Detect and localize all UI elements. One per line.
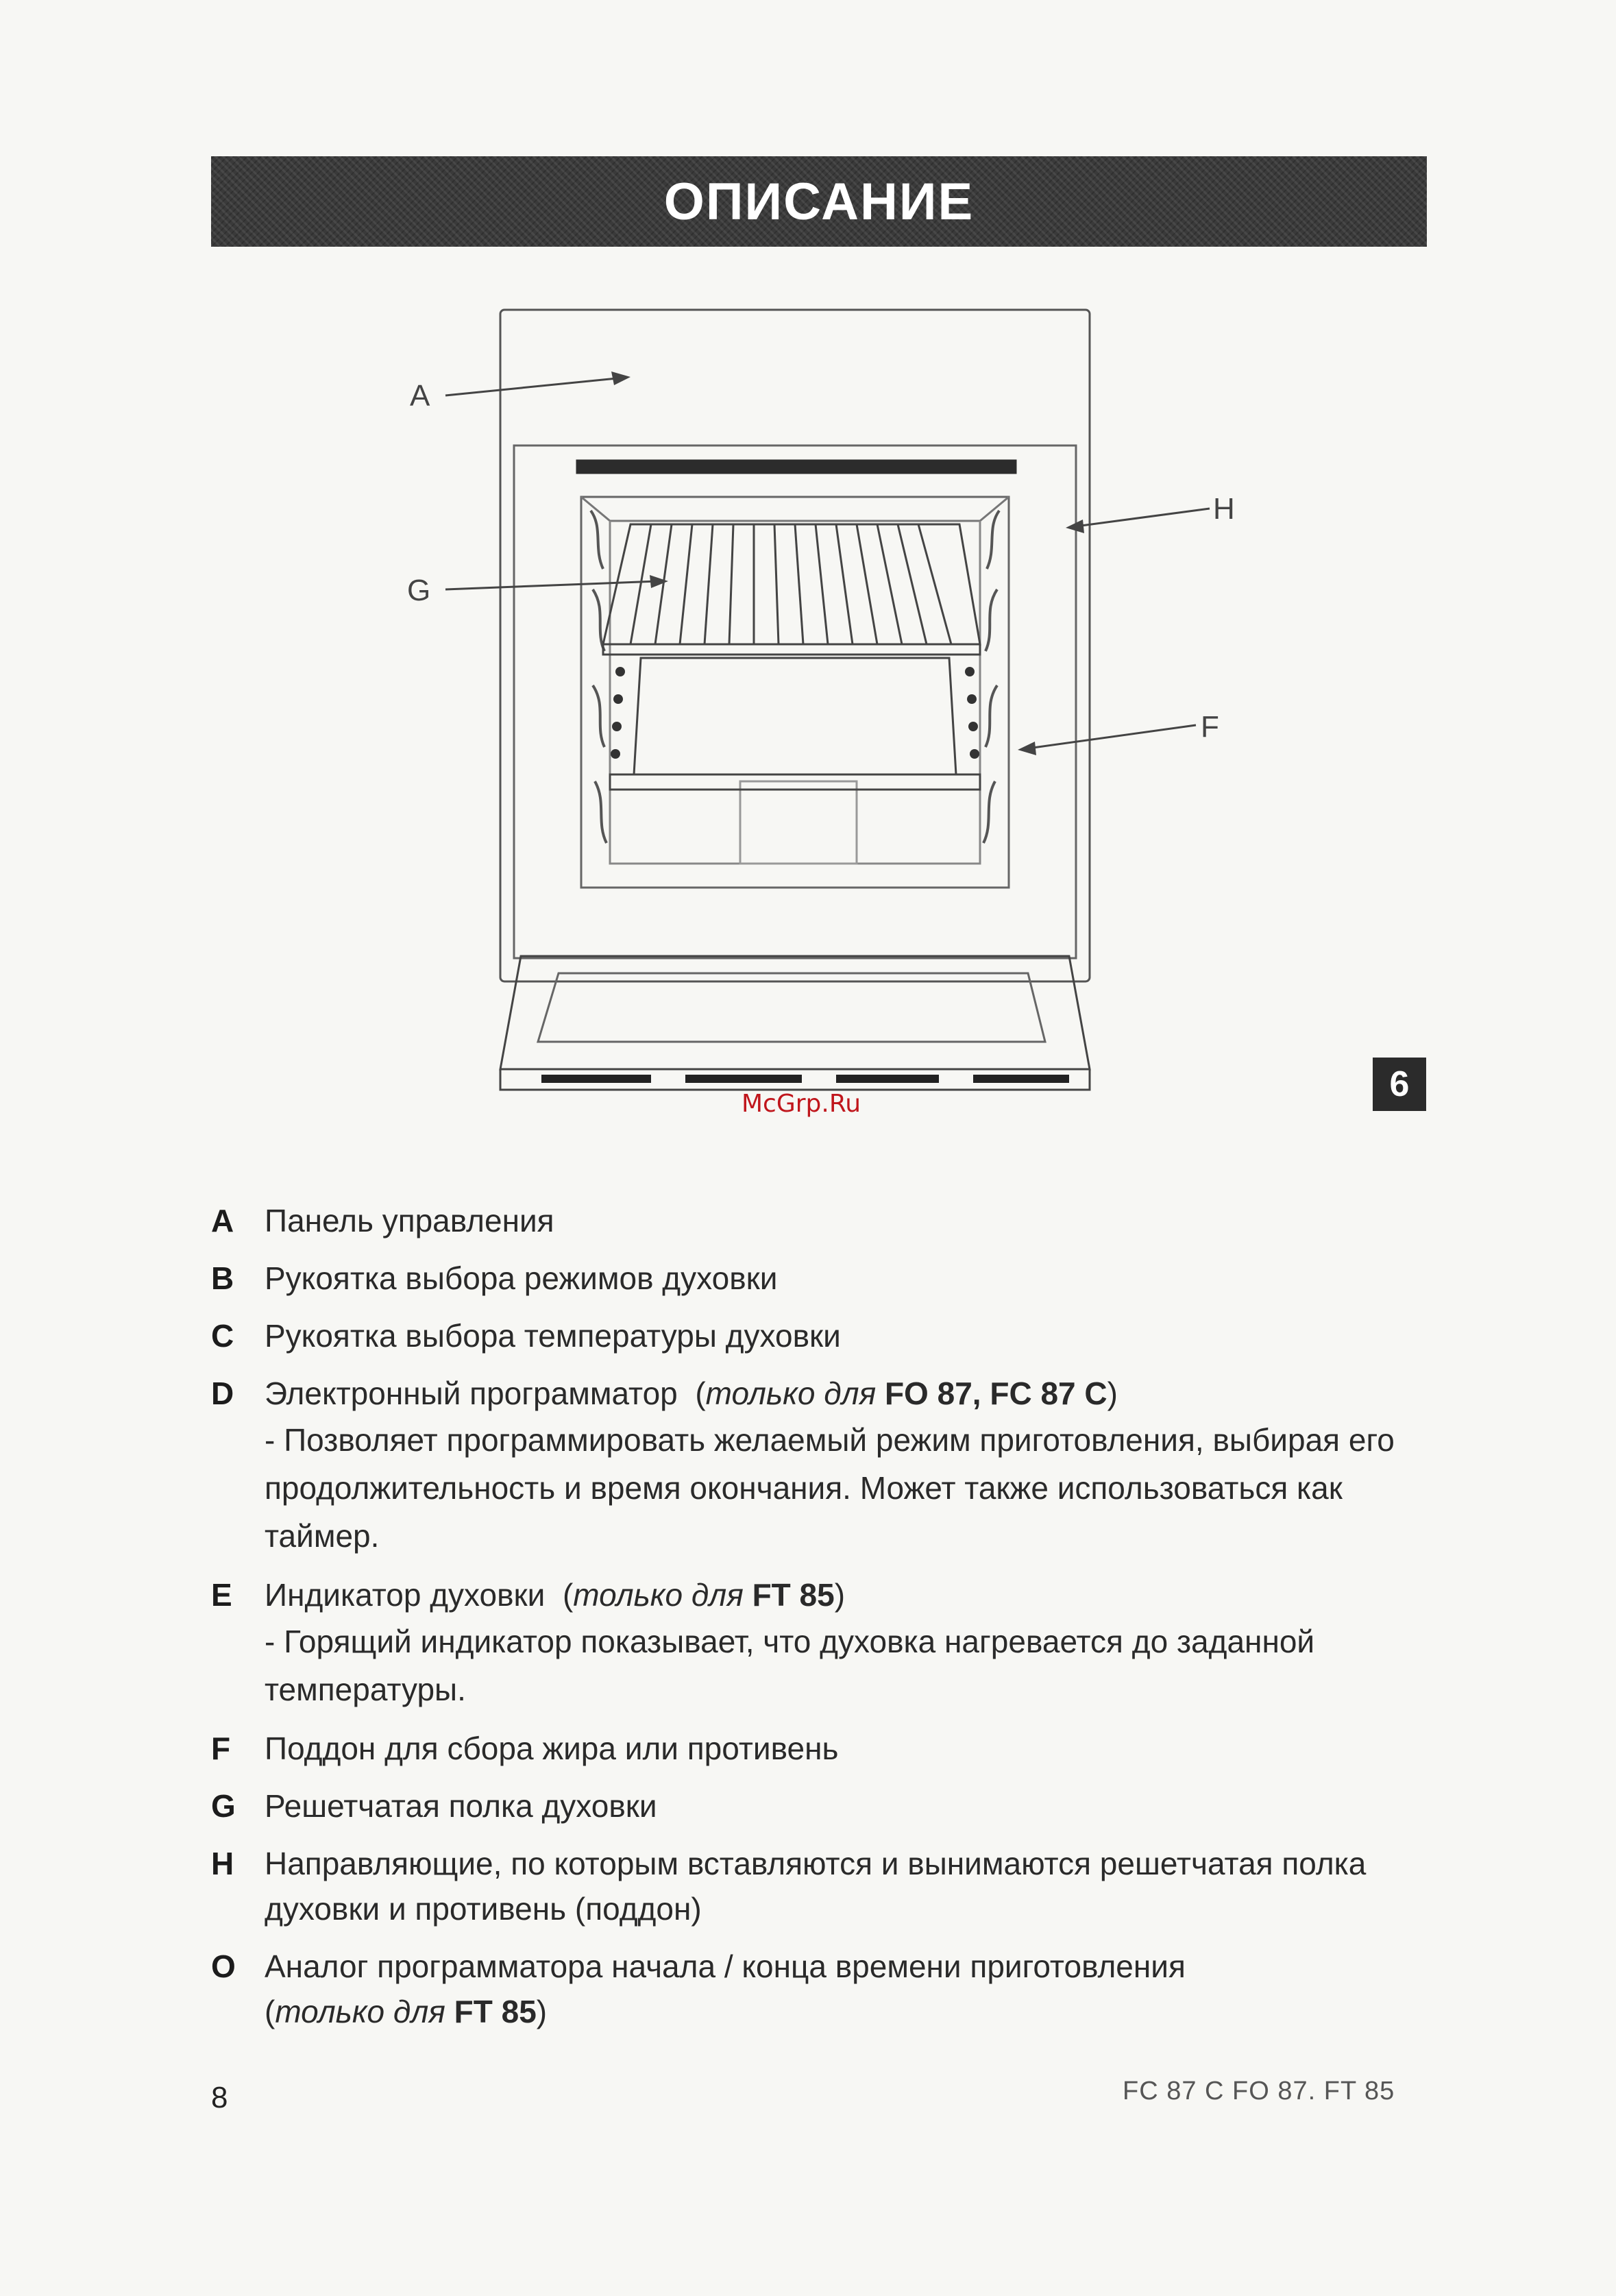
- left-shelf-guides: [591, 511, 607, 843]
- door-vents: [541, 1075, 1069, 1083]
- legend-letter: F: [211, 1731, 231, 1766]
- only-for-label: только для: [573, 1577, 744, 1613]
- drip-tray: [610, 658, 980, 790]
- legend-item-b: [211, 1256, 1417, 1301]
- wire-rack: [603, 524, 980, 655]
- callout-line-f: [1028, 725, 1196, 748]
- legend-label: Электронный программатор: [265, 1376, 678, 1411]
- legend-item-g: [211, 1783, 1417, 1829]
- page-number: 8: [211, 2081, 228, 2114]
- callout-f: F: [1201, 710, 1219, 744]
- legend-letter: H: [211, 1846, 234, 1881]
- callout-line-g: [445, 581, 658, 589]
- oven-door: [500, 956, 1090, 1090]
- legend-item-h: [211, 1841, 1417, 1931]
- legend-item-e: [211, 1572, 1417, 1713]
- close-paren: ): [834, 1577, 846, 1613]
- legend-text: Направляющие, по которым вставляются и вынимаются решетчатая полка духовки и противень (поддон): [265, 1846, 1367, 1927]
- legend-item-a: [211, 1198, 1417, 1243]
- callout-h: H: [1213, 492, 1235, 526]
- callout-line-a: [445, 378, 617, 395]
- legend-letter: D: [211, 1376, 234, 1411]
- oven-cabinet: [500, 310, 1090, 981]
- legend-item-f: [211, 1726, 1417, 1771]
- model-list: FT 85: [454, 1994, 537, 2029]
- legend-letter: C: [211, 1318, 234, 1354]
- legend-text: Панель управления: [265, 1203, 554, 1238]
- callout-line-h: [1076, 509, 1210, 526]
- legend-text: Рукоятка выбора температуры духовки: [265, 1318, 841, 1354]
- legend-note: - Позволяет программировать желаемый режим приготовления, выбирая его продолжительность и время окончания. Может также использоваться как таймер.: [265, 1422, 1395, 1554]
- footer-model-list: FC 87 C FO 87. FT 85: [1123, 2077, 1395, 2105]
- legend-label: Индикатор духовки: [265, 1577, 546, 1613]
- legend-text: [265, 1371, 1417, 1416]
- close-paren: ): [1107, 1376, 1118, 1411]
- only-for-label: только для: [275, 1994, 445, 2029]
- legend-note: - Горящий индикатор показывает, что духовка нагревается до заданной температуры.: [265, 1624, 1315, 1707]
- legend-item-d: [211, 1371, 1417, 1560]
- legend-letter: E: [211, 1577, 232, 1613]
- legend-letter: O: [211, 1949, 236, 1984]
- guide-dots: [611, 667, 979, 759]
- section-number-badge: 6: [1373, 1058, 1426, 1111]
- legend-letter: B: [211, 1260, 234, 1296]
- open-paren: (: [265, 1994, 276, 2029]
- back-panel: [740, 781, 857, 864]
- open-paren: (: [695, 1376, 706, 1411]
- callout-arrow-a: [611, 371, 631, 385]
- legend-item-o: [211, 1944, 1417, 2034]
- only-for-label: только для: [705, 1376, 877, 1411]
- legend-text: Аналог программатора начала / конца времени приготовления: [265, 1949, 1186, 1984]
- legend-text: Поддон для сбора жира или противень: [265, 1731, 839, 1766]
- right-shelf-guides: [983, 511, 999, 843]
- legend-subline: [265, 1989, 1417, 2034]
- open-paren: (: [562, 1577, 574, 1613]
- section-header-banner: [211, 156, 1427, 247]
- legend-letter: A: [211, 1203, 234, 1238]
- oven-illustration: [397, 302, 1247, 1124]
- heating-element: [577, 461, 1016, 473]
- watermark: McGrp.Ru: [742, 1090, 861, 1118]
- legend-text: Рукоятка выбора режимов духовки: [265, 1260, 778, 1296]
- section-title: ОПИСАНИЕ: [663, 172, 975, 231]
- callout-a: A: [410, 379, 430, 413]
- legend-text: Решетчатая полка духовки: [265, 1788, 657, 1824]
- callout-g: G: [407, 574, 431, 607]
- model-list: FT 85: [752, 1577, 835, 1613]
- legend-text: [265, 1572, 1417, 1617]
- oven-diagram: [397, 302, 1247, 1124]
- model-list: FO 87, FC 87 C: [884, 1376, 1107, 1411]
- close-paren: ): [536, 1994, 548, 2029]
- legend-letter: G: [211, 1788, 236, 1824]
- legend-item-c: [211, 1313, 1417, 1358]
- callout-arrow-f: [1018, 742, 1036, 755]
- legend-list: [211, 1198, 1417, 2047]
